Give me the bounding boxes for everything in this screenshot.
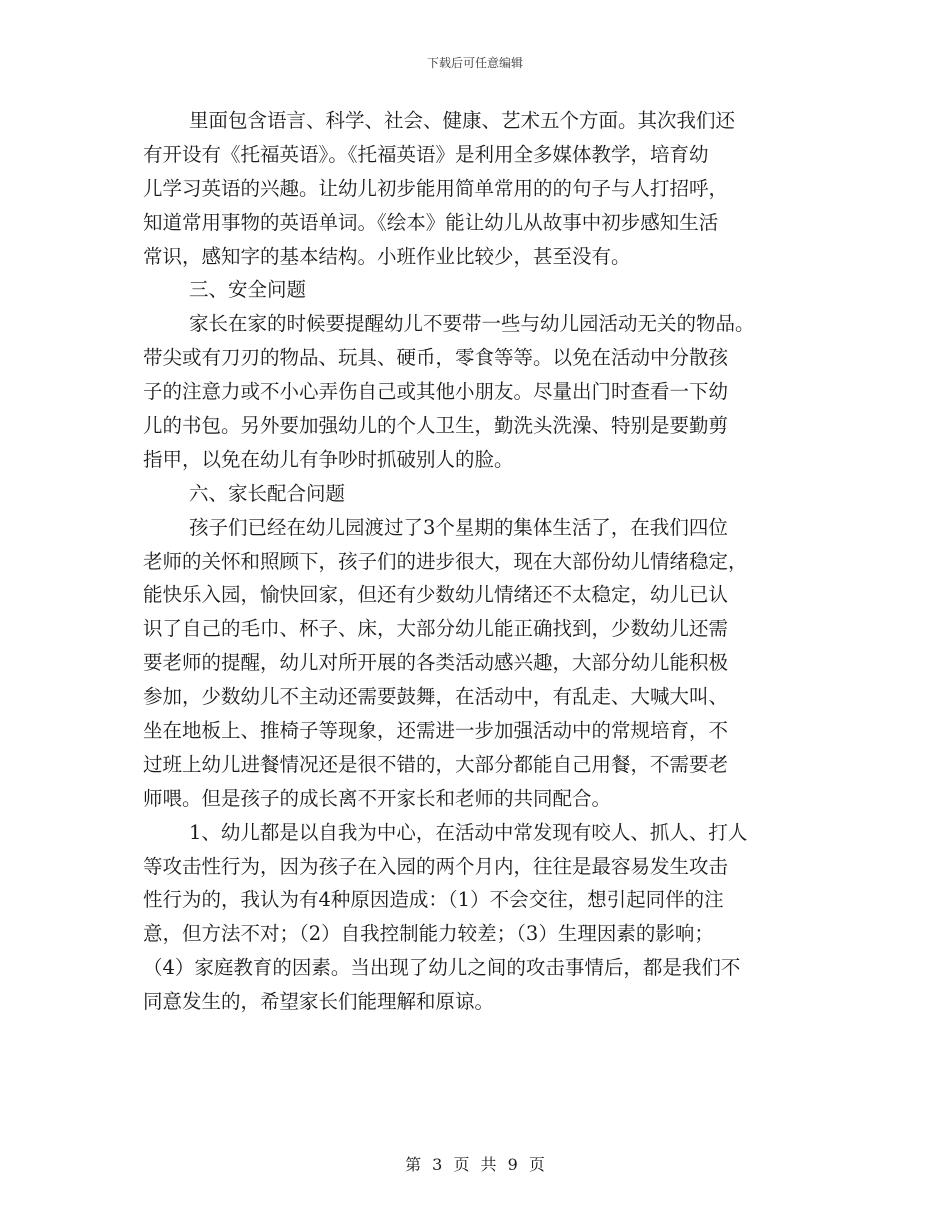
- text-line: 要老师的提醒，幼儿对所开展的各类活动感兴趣，大部分幼儿能积极: [143, 651, 729, 675]
- text-line: 师喂。但是孩子的成长离不开家长和老师的共同配合。: [143, 786, 612, 810]
- text-line: 参加，少数幼儿不主动还需要鼓舞，在活动中，有乱走、大喊大叫、: [143, 685, 729, 709]
- text-line: 性行为的，我认为有4种原因造成：（1）不会交往，想引起同伴的注: [143, 888, 724, 912]
- page-header: 下载后可任意编辑: [426, 56, 523, 70]
- text-line: 知道常用事物的英语单词。《绘本》能让幼儿从故事中初步感知生活: [143, 210, 719, 234]
- text-line: 家长在家的时候要提醒幼儿不要带一些与幼儿园活动无关的物品。: [189, 312, 755, 336]
- text-line: 能快乐入园，愉快回家，但还有少数幼儿情绪还不太稳定，幼儿已认: [143, 583, 729, 607]
- text-line: （4）家庭教育的因素。当出现了幼儿之间的攻击事情后，都是我们不: [143, 956, 741, 980]
- document-body: [143, 104, 808, 1019]
- text-line: 有开设有《托福英语》。《托福英语》是利用全多媒体教学，培育幼: [143, 142, 709, 166]
- text-line: 指甲，以免在幼儿有争吵时抓破别人的脸。: [143, 447, 514, 471]
- text-line: 孩子们已经在幼儿园渡过了3个星期的集体生活了，在我们四位: [189, 515, 728, 539]
- text-line: 里面包含语言、科学、社会、健康、艺术五个方面。其次我们还: [189, 109, 736, 132]
- section-heading: 六、家长配合问题: [189, 481, 346, 505]
- text-line: 儿的书包。另外要加强幼儿的个人卫生，勤洗头洗澡、特别是要勤剪: [143, 414, 729, 438]
- text-line: 老师的关怀和照顾下，孩子们的进步很大，现在大部份幼儿情绪稳定，: [143, 549, 748, 573]
- section-heading: 三、安全问题: [189, 278, 307, 302]
- text-line: 儿学习英语的兴趣。让幼儿初步能用简单常用的的句子与人打招呼，: [143, 176, 729, 200]
- text-line: 意，但方法不对；（2）自我控制能力较差；（3）生理因素的影响；: [143, 922, 714, 946]
- text-line: 识了自己的毛巾、杯子、床，大部分幼儿能正确找到，少数幼儿还需: [143, 617, 729, 641]
- text-line: 带尖或有刀刃的物品、玩具、硬币，零食等等。以免在活动中分散孩: [143, 346, 729, 370]
- text-line: 坐在地板上、推椅子等现象，还需进一步加强活动中的常规培育，不: [143, 719, 729, 743]
- text-line: 同意发生的，希望家长们能理解和原谅。: [143, 990, 495, 1014]
- text-line: 1、幼儿都是以自我为中心，在活动中常发现有咬人、抓人、打人: [189, 820, 748, 844]
- text-line: 过班上幼儿进餐情况还是很不错的，大部分都能自己用餐，不需要老: [143, 752, 729, 776]
- text-line: 常识，感知字的基本结构。小班作业比较少，甚至没有。: [143, 244, 631, 268]
- page-number: 第 3 页 共 9 页: [405, 1155, 545, 1174]
- text-line: 子的注意力或不小心弄伤自己或其他小朋友。尽量出门时查看一下幼: [143, 380, 729, 404]
- text-line: 等攻击性行为，因为孩子在入园的两个月内，往往是最容易发生攻击: [143, 854, 729, 878]
